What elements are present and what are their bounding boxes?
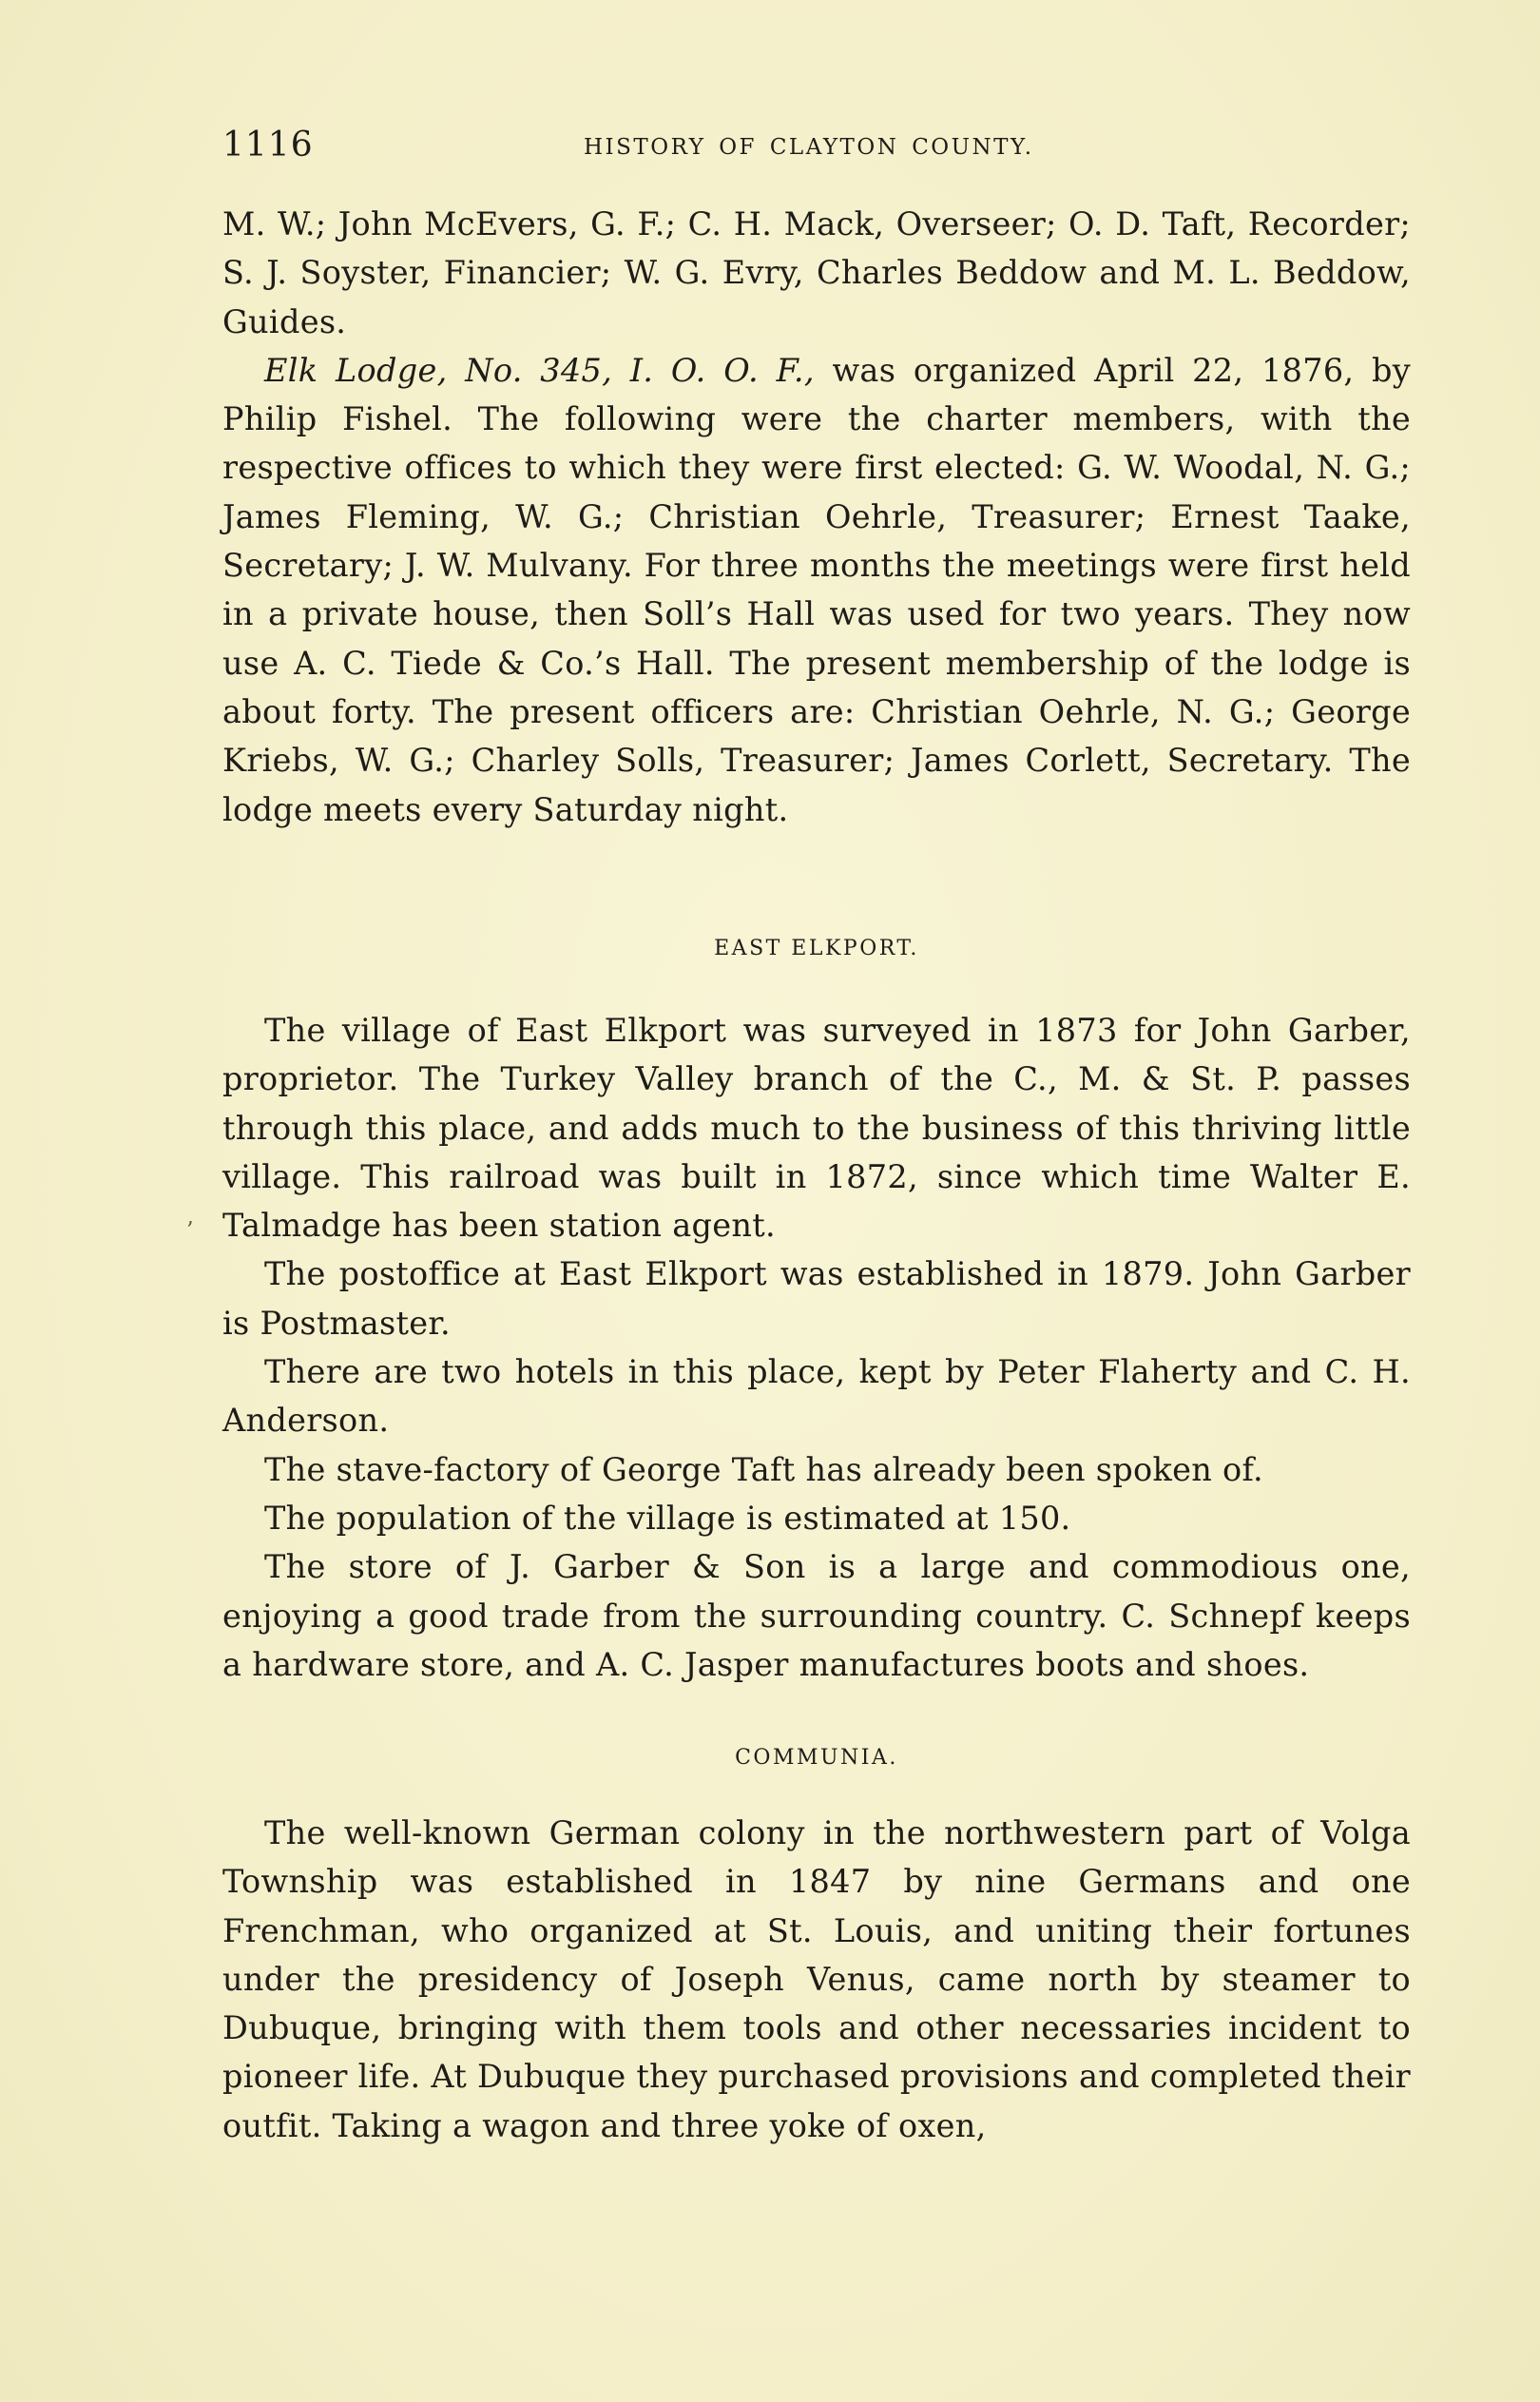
east-elkport-paragraph: The postoffice at East Elkport was established in 1879. John Garber is Postmaster. <box>222 1255 1411 1342</box>
margin-mark: ’ <box>186 1217 194 1244</box>
page-header <box>222 126 1411 175</box>
lodge-name: Elk Lodge, No. 345, I. O. O. F., <box>264 351 815 389</box>
east-elkport-section <box>222 1006 1411 1689</box>
east-elkport-paragraph: The population of the village is estimated at 150. <box>264 1499 1071 1537</box>
elk-lodge-paragraph <box>222 346 1411 834</box>
page-number: 1116 <box>222 126 314 165</box>
communia-section <box>222 1809 1411 2150</box>
running-head: HISTORY OF CLAYTON COUNTY. <box>584 135 1034 160</box>
communia-paragraph: The well-known German colony in the northwestern part of Volga Township was established in 1847 by nine Germans and one Frenchman, who organized at St. Louis, and uniting their fortunes under the presidency of Joseph Venus, came north by steamer to Dubuque, bringing with them tools and other necessaries incident to pioneer life. At Dubuque they purchased provisions and completed their outfit. Taking a wagon and three yoke of oxen, <box>222 1814 1411 2144</box>
east-elkport-heading: EAST ELKPORT. <box>714 937 919 960</box>
lodge-paragraph-text: was organized April 22, 1876, by Philip Fishel. The following were the charter members, with the respective offices to which they were first elected: G. W. Woodal, N. G.; James Fleming, W. G.; Christian Oehrle, Treasurer; Ernest Taake, Secretary; J. W. Mulvany. For three months the meetings were first held in a private house, then Soll’s Hall was used for two years. They now use A. C. Tiede & Co.’s Hall. The present membership of the lodge is about forty. The present officers are: Christian Oehrle, N. G.; George Kriebs, W. G.; Charley Solls, Treasurer; James Corlett, Secretary. The lodge meets every Saturday night. <box>222 351 1411 828</box>
east-elkport-paragraph: The stave-factory of George Taft has already been spoken of. <box>264 1450 1263 1488</box>
lodge-section <box>222 200 1411 834</box>
east-elkport-paragraph: The village of East Elkport was surveyed in 1873 for John Garber, proprietor. The Turkey Valley branch of the C., M. & St. P. passes through this place, and adds much to the business of this thriving little village. This railroad was built in 1872, since which time Walter E. Talmadge has been station agent. <box>222 1012 1411 1245</box>
opening-paragraph: M. W.; John McEvers, G. F.; C. H. Mack, Overseer; O. D. Taft, Recorder; S. J. Soyster, Financier; W. G. Evry, Charles Beddow and M. L. Beddow, Guides. <box>222 205 1411 340</box>
communia-heading: COMMUNIA. <box>735 1746 898 1770</box>
east-elkport-paragraph: There are two hotels in this place, kept by Peter Flaherty and C. H. Anderson. <box>222 1353 1411 1440</box>
east-elkport-paragraph: The store of J. Garber & Son is a large and commodious one, enjoying a good trade from the surrounding country. C. Schnepf keeps a hardware store, and A. C. Jasper manufactures boots and shoes. <box>222 1548 1411 1683</box>
